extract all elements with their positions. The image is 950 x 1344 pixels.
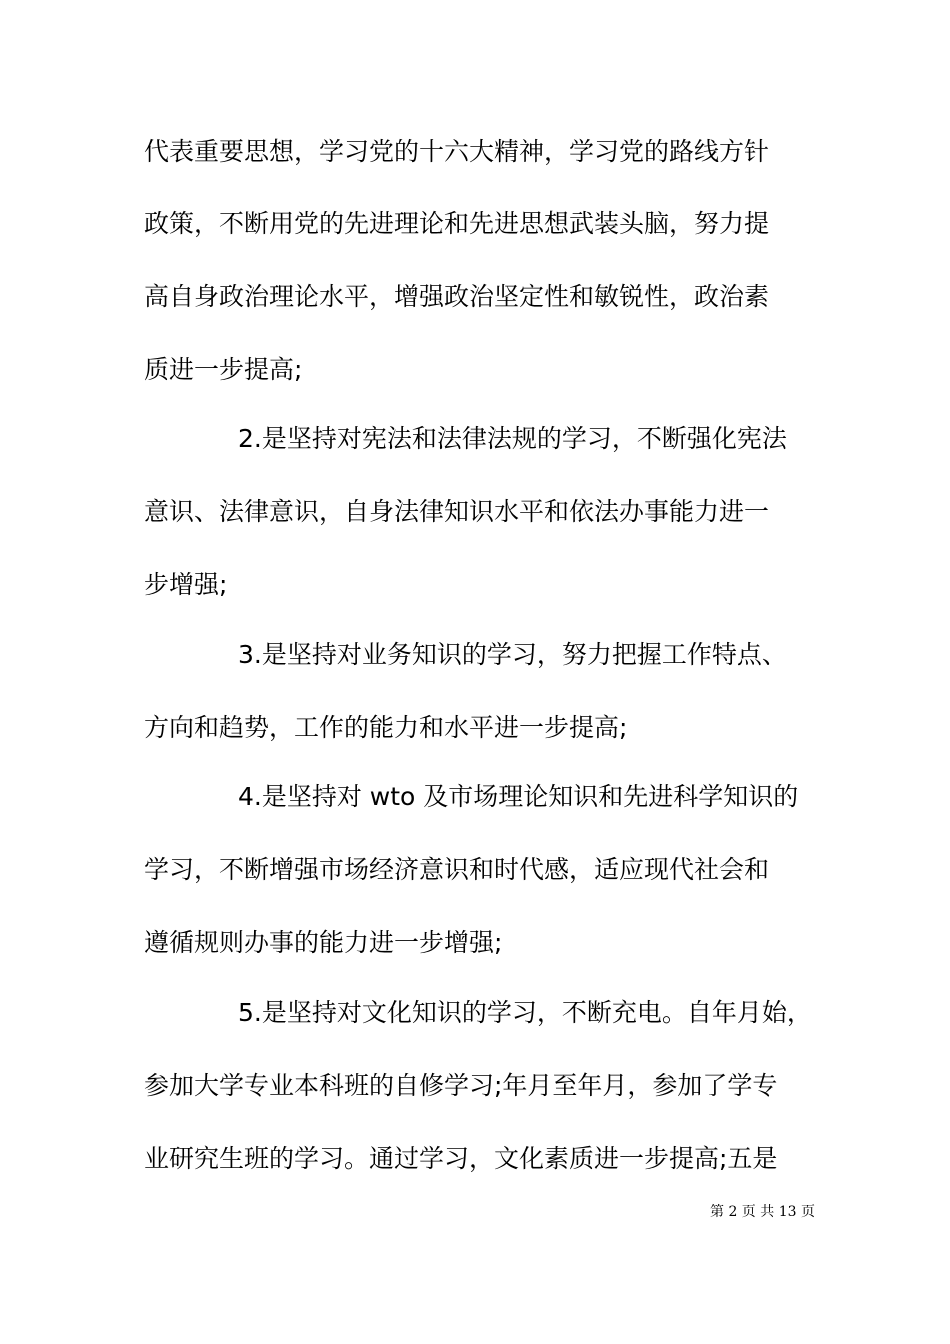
- body-text-line: 参加大学专业本科班的自修学习;年月至年月，参加了学专: [144, 1071, 778, 1100]
- body-text-line: 学习，不断增强市场经济意识和时代感，适应现代社会和: [144, 855, 770, 884]
- body-text-line: 业研究生班的学习。通过学习，文化素质进一步提高;五是: [144, 1144, 778, 1173]
- body-text-line: 步增强;: [144, 570, 228, 599]
- body-text-line: 代表重要思想，学习党的十六大精神，学习党的路线方针: [144, 137, 770, 166]
- paragraph-start-line: 5.是坚持对文化知识的学习，不断充电。自年月始，: [238, 998, 812, 1027]
- paragraph-start-line: 2.是坚持对宪法和法律法规的学习，不断强化宪法: [238, 424, 787, 453]
- body-text-line: 质进一步提高;: [144, 355, 303, 384]
- paragraph-start-line: 3.是坚持对业务知识的学习，努力把握工作特点、: [238, 640, 787, 669]
- paragraph-start-line: 4.是坚持对 wto 及市场理论知识和先进科学知识的: [238, 782, 799, 811]
- body-text-line: 高自身政治理论水平，增强政治坚定性和敏锐性，政治素: [144, 282, 770, 311]
- body-text-line: 政策，不断用党的先进理论和先进思想武装头脑，努力提: [144, 209, 770, 238]
- body-text-line: 意识、法律意识，自身法律知识水平和依法办事能力进一: [144, 497, 770, 526]
- body-text-line: 遵循规则办事的能力进一步增强;: [144, 928, 503, 957]
- page-number-footer: 第 2 页 共 13 页: [710, 1204, 815, 1220]
- body-text-line: 方向和趋势，工作的能力和水平进一步提高;: [144, 713, 628, 742]
